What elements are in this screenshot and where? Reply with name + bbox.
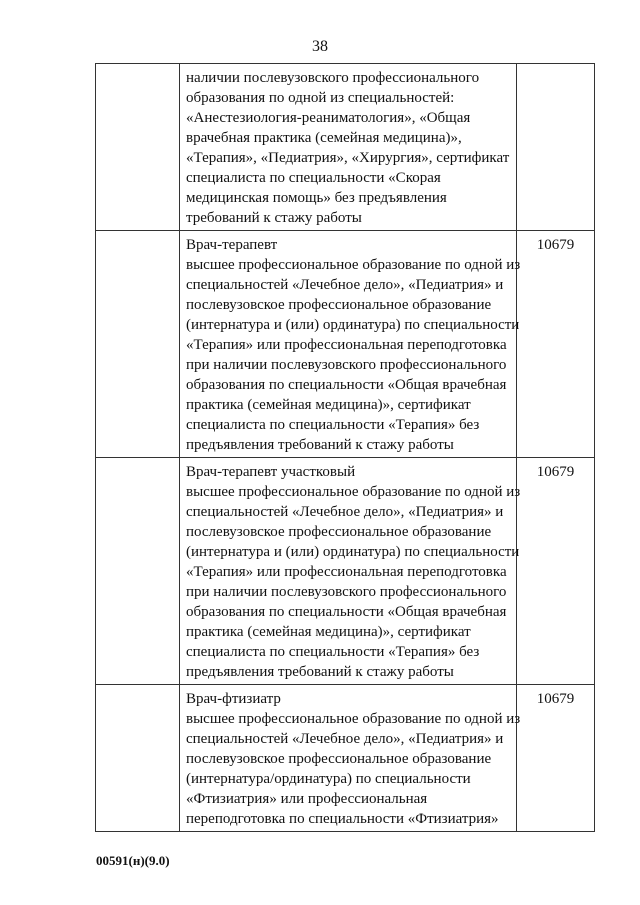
code-value: 10679 bbox=[536, 691, 575, 707]
text-line: «Терапия», «Педиатрия», «Хирургия», сертификат bbox=[186, 150, 510, 166]
table-row bbox=[96, 458, 595, 685]
empty-cell bbox=[96, 685, 180, 832]
text-line: «Терапия» или профессиональная переподготовка bbox=[186, 337, 507, 353]
empty-cell bbox=[96, 231, 180, 458]
text-line: наличии послевузовского профессионального bbox=[186, 70, 480, 86]
text-line: практика (семейная медицина)», сертификат bbox=[186, 397, 471, 413]
document-code: 00591(н)(9.0) bbox=[96, 853, 170, 868]
code-cell bbox=[517, 685, 595, 832]
page-number: 38 bbox=[312, 38, 328, 55]
text-line: (интернатура и (или) ординатура) по специальности bbox=[186, 317, 520, 333]
qualification-table bbox=[95, 63, 595, 832]
text-line: при наличии послевузовского профессионального bbox=[186, 584, 507, 600]
text-line: «Анестезиология-реаниматология», «Общая bbox=[186, 110, 471, 126]
text-line: (интернатура и (или) ординатура) по специальности bbox=[186, 544, 520, 560]
code-cell bbox=[517, 64, 595, 231]
text-line: медицинская помощь» без предъявления bbox=[186, 190, 447, 206]
text-line: «Терапия» или профессиональная переподготовка bbox=[186, 564, 507, 580]
text-line: образования по специальности «Общая врачебная bbox=[186, 377, 507, 393]
text-line: специальностей «Лечебное дело», «Педиатрия» и bbox=[186, 277, 504, 293]
description-cell bbox=[180, 458, 521, 685]
text-line: требований к стажу работы bbox=[186, 210, 362, 226]
text-line: образования по специальности «Общая врачебная bbox=[186, 604, 507, 620]
text-line: высшее профессиональное образование по одной из bbox=[186, 711, 521, 727]
text-line: врачебная практика (семейная медицина)», bbox=[186, 130, 462, 146]
text-line: предъявления требований к стажу работы bbox=[186, 437, 454, 453]
text-line: специалиста по специальности «Терапия» без bbox=[186, 417, 480, 433]
position-title: Врач-фтизиатр bbox=[186, 691, 281, 707]
description-cell bbox=[180, 231, 521, 458]
description-cell bbox=[180, 685, 521, 832]
empty-cell bbox=[96, 64, 180, 231]
table-row bbox=[96, 231, 595, 458]
text-line: предъявления требований к стажу работы bbox=[186, 664, 454, 680]
code-value bbox=[517, 64, 594, 68]
text-line: переподготовка по специальности «Фтизиатрия» bbox=[186, 811, 499, 827]
description-cell bbox=[180, 64, 517, 231]
text-line: послевузовское профессиональное образование bbox=[186, 751, 492, 767]
code-value: 10679 bbox=[536, 464, 575, 480]
position-title: Врач-терапевт bbox=[186, 237, 278, 253]
position-title: Врач-терапевт участковый bbox=[186, 464, 356, 480]
text-line: образования по одной из специальностей: bbox=[186, 90, 455, 106]
text-line: послевузовское профессиональное образование bbox=[186, 524, 492, 540]
text-line: практика (семейная медицина)», сертификат bbox=[186, 624, 471, 640]
empty-cell bbox=[96, 458, 180, 685]
text-line: высшее профессиональное образование по одной из bbox=[186, 484, 521, 500]
code-cell bbox=[517, 458, 595, 685]
text-line: специалиста по специальности «Терапия» без bbox=[186, 644, 480, 660]
text-line: специалиста по специальности «Скорая bbox=[186, 170, 441, 186]
text-line: послевузовское профессиональное образование bbox=[186, 297, 492, 313]
table-row bbox=[96, 64, 595, 231]
text-line: (интернатура/ординатура) по специальности bbox=[186, 771, 471, 787]
text-line: специальностей «Лечебное дело», «Педиатрия» и bbox=[186, 731, 504, 747]
code-value: 10679 bbox=[536, 237, 575, 253]
text-line: высшее профессиональное образование по одной из bbox=[186, 257, 521, 273]
text-line: при наличии послевузовского профессионального bbox=[186, 357, 507, 373]
text-line: специальностей «Лечебное дело», «Педиатрия» и bbox=[186, 504, 504, 520]
code-cell bbox=[517, 231, 595, 458]
table-row bbox=[96, 685, 595, 832]
text-line: «Фтизиатрия» или профессиональная bbox=[186, 791, 428, 807]
